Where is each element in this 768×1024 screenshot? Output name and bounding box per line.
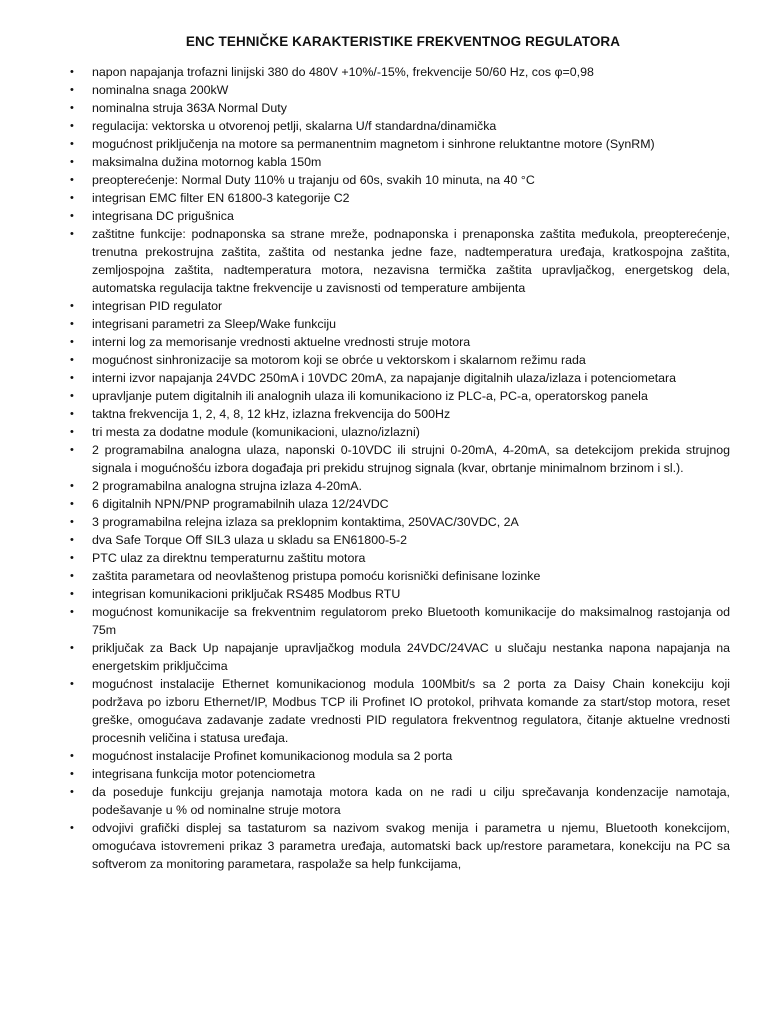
bullet-icon: • [70,426,74,438]
list-item-text: mogućnost komunikacije sa frekventnim regulatorom preko Bluetooth komunikacije do maksimalnog rastojanja od 75m [92,605,730,637]
list-item [70,369,730,387]
list-item-text: nominalna snaga 200kW [92,83,229,97]
list-item [70,819,730,873]
bullet-icon: • [70,138,74,150]
bullet-icon: • [70,102,74,114]
list-item [70,549,730,567]
bullet-icon: • [70,444,74,456]
list-item [70,765,730,783]
list-item [70,495,730,513]
list-item-text: zaštita parametara od neovlaštenog pristupa pomoću korisnički definisane lozinke [92,569,541,583]
list-item [70,315,730,333]
list-item [70,189,730,207]
list-item-text: 3 programabilna relejna izlaza sa preklopnim kontaktima, 250VAC/30VDC, 2A [92,515,519,529]
bullet-icon: • [70,570,74,582]
bullet-icon: • [70,354,74,366]
list-item-text: upravljanje putem digitalnih ili analognih ulaza ili komunikaciono iz PLC-a, PC-a, operatorskog panela [92,389,648,403]
list-item [70,513,730,531]
list-item [70,675,730,747]
bullet-icon: • [70,228,74,240]
list-item-text: integrisan EMC filter EN 61800-3 kategorije C2 [92,191,350,205]
list-item [70,171,730,189]
list-item-text: integrisana funkcija motor potenciometra [92,767,316,781]
list-item-text: preopterećenje: Normal Duty 110% u trajanju od 60s, svakih 10 minuta, na 40 °C [92,173,535,187]
list-item-text: mogućnost instalacije Profinet komunikacionog modula sa 2 porta [92,749,453,763]
list-item [70,153,730,171]
list-item [70,351,730,369]
bullet-icon: • [70,372,74,384]
list-item [70,225,730,297]
list-item [70,387,730,405]
list-item-text: 2 programabilna analogna strujna izlaza 4-20mA. [92,479,362,493]
bullet-icon: • [70,678,74,690]
list-item [70,333,730,351]
bullet-icon: • [70,606,74,618]
list-item [70,423,730,441]
list-item-text: zaštitne funkcije: podnaponska sa strane mreže, podnaponska i prenaponska zaštita međukola, preopterećenje, trenutna prekostrujna zaštita, zaštita od nestanka jedne faze, nadtemperatura uređaja, kratkospojna zaštita, zemljospojna zaštita, nadtemperatura motora, nezavisna termička zaštita upravljačkog, energetskog dela, automatska regulacija taktne frekvencije u zavisnosti od temperature ambijenta [92,227,730,295]
list-item [70,477,730,495]
list-item [70,81,730,99]
list-item [70,405,730,423]
list-item-text: PTC ulaz za direktnu temperaturnu zaštitu motora [92,551,366,565]
bullet-icon: • [70,408,74,420]
list-item [70,783,730,819]
list-item-text: tri mesta za dodatne module (komunikacioni, ulazno/izlazni) [92,425,420,439]
list-item [70,567,730,585]
list-item-text: 2 programabilna analogna ulaza, naponski 0-10VDC ili strujni 0-20mA, 4-20mA, sa detekcijom prekida strujnog signala i mogućnošću izbora događaja pri prekidu strujnog signala (kvar, obrtanje minimalnom brzinom i sl.). [92,443,730,475]
list-item-text: interni izvor napajanja 24VDC 250mA i 10VDC 20mA, za napajanje digitalnih ulaza/izlaza i potenciometara [92,371,677,385]
list-item-text: integrisana DC prigušnica [92,209,234,223]
list-item [70,747,730,765]
list-item-text: 6 digitalnih NPN/PNP programabilnih ulaza 12/24VDC [92,497,389,511]
list-item [70,639,730,675]
bullet-icon: • [70,390,74,402]
list-item [70,297,730,315]
bullet-icon: • [70,588,74,600]
list-item-text: interni log za memorisanje vrednosti aktuelne vrednosti struje motora [92,335,471,349]
document-title: ENC TEHNIČKE KARAKTERISTIKE FREKVENTNOG REGULATORA [185,34,621,49]
bullet-icon: • [70,822,74,834]
bullet-icon: • [70,786,74,798]
list-item [70,441,730,477]
list-item [70,135,730,153]
bullet-icon: • [70,210,74,222]
list-item-text: mogućnost sinhronizacije sa motorom koji se obrće u vektorskom i skalarnom režimu rada [92,353,586,367]
spec-list [70,63,730,873]
list-item [70,63,730,81]
list-item [70,531,730,549]
bullet-icon: • [70,552,74,564]
bullet-icon: • [70,156,74,168]
list-item [70,117,730,135]
list-item [70,99,730,117]
bullet-icon: • [70,84,74,96]
list-item-text: taktna frekvencija 1, 2, 4, 8, 12 kHz, izlazna frekvencija do 500Hz [92,407,451,421]
bullet-icon: • [70,66,74,78]
list-item-text: integrisan PID regulator [92,299,223,313]
list-item [70,207,730,225]
bullet-icon: • [70,768,74,780]
bullet-icon: • [70,534,74,546]
list-item-text: integrisani parametri za Sleep/Wake funkciju [92,317,337,331]
list-item-text: odvojivi grafički displej sa tastaturom sa nazivom svakog menija i parametra u njemu, Bluetooth konekcijom, omogućava istovremeni prikaz 3 parametra uređaja, automatski back up/restore parametara, konekciju na PC sa softverom za monitoring parametara, raspolaže sa help funkcijama, [92,821,730,871]
list-item-text: maksimalna dužina motornog kabla 150m [92,155,322,169]
list-item-text: mogućnost instalacije Ethernet komunikacionog modula 100Mbit/s sa 2 porta za Daisy Chain konekciju koji podržava po izboru Ethernet/IP, Modbus TCP ili Profinet IO protokol, prihvata komande za start/stop motora, reset greške, omogućava zadavanje zadate vrednosti PID regulatora frekventnog regulatora, čitanje aktuelne vrednosti procesnih veličina i statusa uređaja. [92,677,730,745]
list-item-text: nominalna struja 363A Normal Duty [92,101,287,115]
list-item-text: integrisan komunikacioni priključak RS485 Modbus RTU [92,587,401,601]
list-item-text: mogućnost priključenja na motore sa permanentnim magnetom i sinhrone reluktantne motore (SynRM) [92,137,655,151]
list-item-text: dva Safe Torque Off SIL3 ulaza u skladu sa EN61800-5-2 [92,533,408,547]
bullet-icon: • [70,750,74,762]
list-item-text: da poseduje funkciju grejanja namotaja motora kada on ne radi u cilju sprečavanja kondenzacije namotaja, podešavanje u % od nominalne struje motora [92,785,730,817]
bullet-icon: • [70,480,74,492]
bullet-icon: • [70,120,74,132]
bullet-icon: • [70,192,74,204]
list-item-text: regulacija: vektorska u otvorenoj petlji, skalarna U/f standardna/dinamička [92,119,497,133]
list-item [70,603,730,639]
bullet-icon: • [70,642,74,654]
bullet-icon: • [70,174,74,186]
bullet-icon: • [70,318,74,330]
bullet-icon: • [70,336,74,348]
list-item [70,585,730,603]
bullet-icon: • [70,300,74,312]
bullet-icon: • [70,498,74,510]
list-item-text: priključak za Back Up napajanje upravljačkog modula 24VDC/24VAC u slučaju nestanka napona napajanja na energetskim priključcima [92,641,730,673]
list-item-text: napon napajanja trofazni linijski 380 do 480V +10%/-15%, frekvencije 50/60 Hz, cos φ=0,98 [92,65,594,79]
bullet-icon: • [70,516,74,528]
